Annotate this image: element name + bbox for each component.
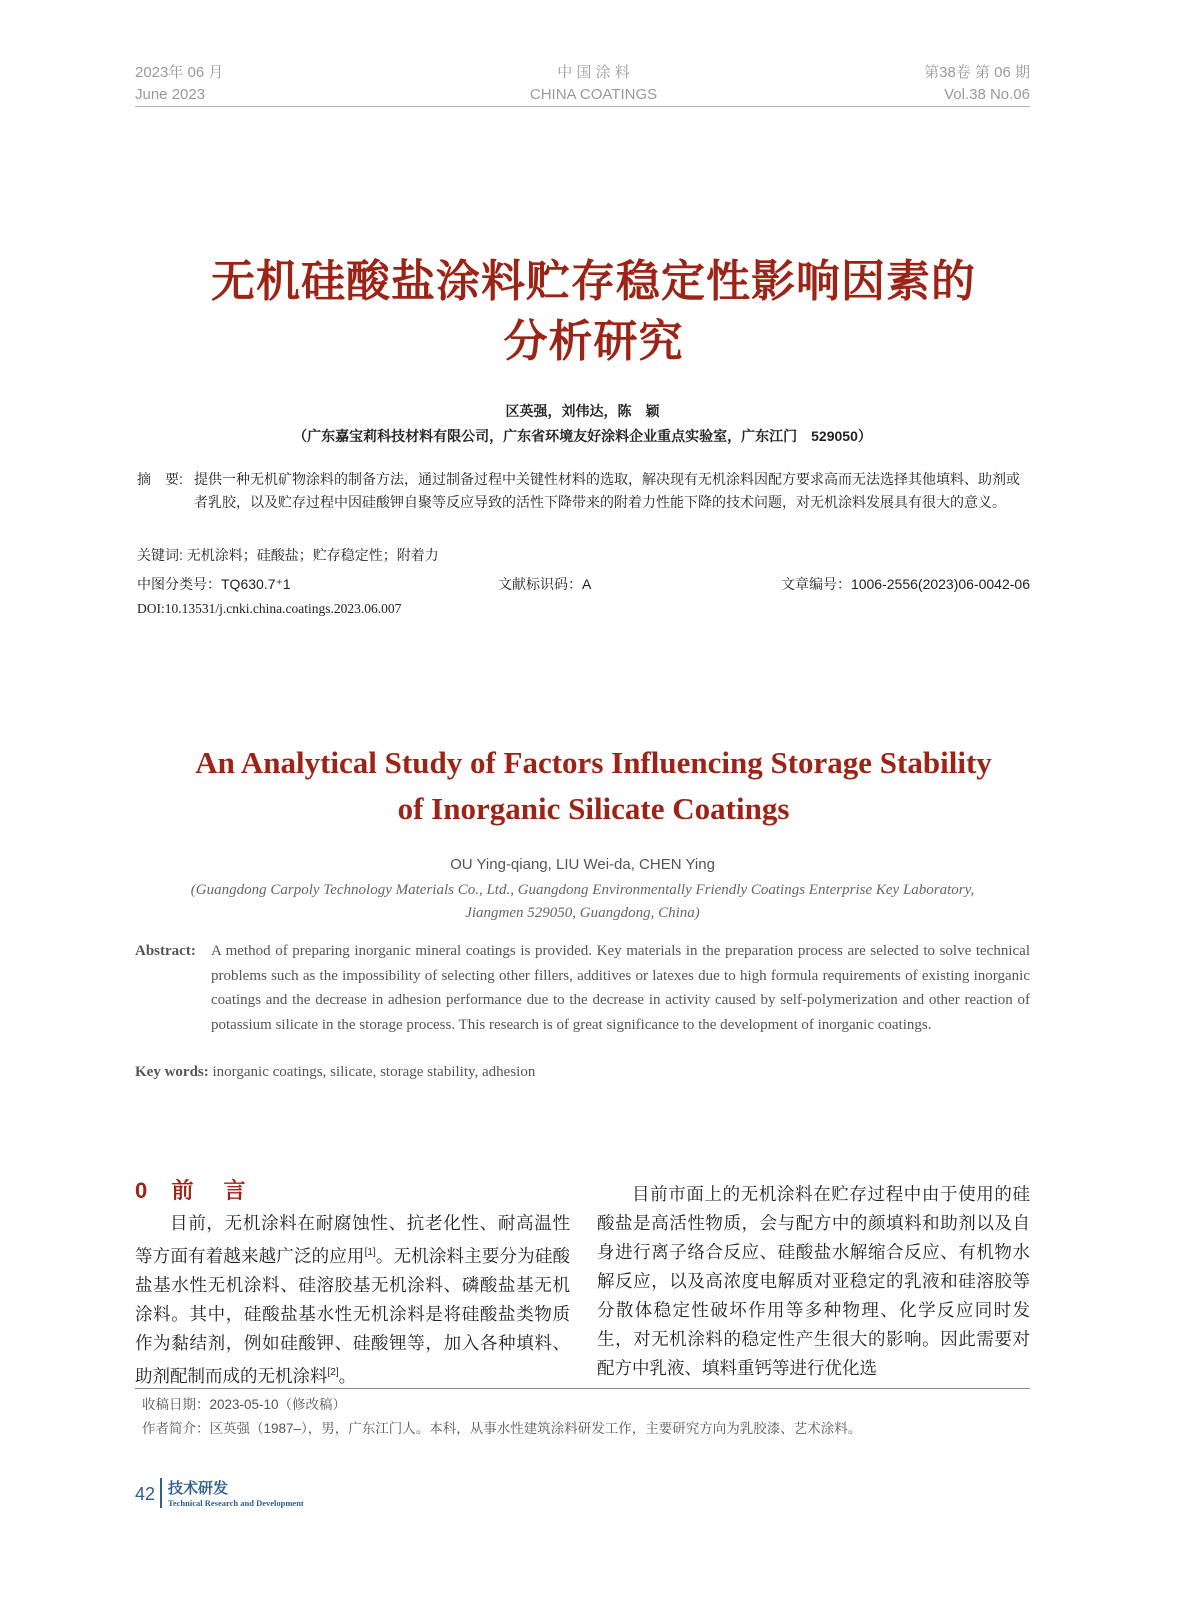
affiliation-en bbox=[135, 879, 1030, 925]
header-issue-cn: 第38卷 第 06 期 bbox=[924, 64, 1030, 81]
abstract-en-text: A method of preparing inorganic mineral coatings is provided. Key materials in the preparation process are selected to solve technical problems such as the impossibility of selecting other fillers, additives or latexes due to high formula requirements of existing inorganic coatings and the decrease in adhesion performance due to the decrease in activity caused by self-polymerization and other reaction of potassium silicate in the storage process. This research is of great significance to the development of inorganic coatings. bbox=[211, 943, 1030, 1033]
doi[interactable]: DOI:10.13531/j.cnki.china.coatings.2023.06.007 bbox=[137, 601, 402, 616]
authors-en: OU Ying-qiang, LIU Wei-da, CHEN Ying bbox=[450, 856, 715, 873]
title-en-line: of Inorganic Silicate Coatings bbox=[397, 791, 790, 826]
footer-section-cn: 技术研发 bbox=[168, 1480, 229, 1497]
abstract-cn-label: 摘 要: bbox=[137, 471, 183, 487]
title-cn-line: 分析研究 bbox=[503, 317, 684, 366]
abstract-en bbox=[135, 939, 1030, 1037]
title-cn bbox=[100, 252, 1087, 372]
affiliation-cn: （广东嘉宝莉科技材料有限公司，广东省环境友好涂料企业重点实验室，广东江门 529050） bbox=[293, 428, 872, 444]
author-bio: 作者简介：区英强（1987–），男，广东江门人。本科，从事水性建筑涂料研发工作，主要研究方向为乳胶漆、艺术涂料。 bbox=[142, 1421, 862, 1436]
affiliation-en-line: (Guangdong Carpoly Technology Materials Co., Ltd., Guangdong Environmentally Friendly Coatings Enterprise Key Laboratory, bbox=[190, 882, 975, 898]
footer-divider bbox=[160, 1478, 162, 1508]
citation-ref[interactable]: [1] bbox=[364, 1247, 376, 1258]
header-journal bbox=[435, 62, 752, 106]
header-journal-en: CHINA COATINGS bbox=[529, 86, 658, 103]
footer-section-en: Technical Research and Development bbox=[168, 1498, 304, 1508]
title-cn-line: 无机硅酸盐涂料贮存稳定性影响因素的 bbox=[211, 257, 976, 306]
body-right-column bbox=[597, 1180, 1030, 1383]
header-divider bbox=[135, 106, 1030, 107]
text-run: 。 bbox=[338, 1365, 357, 1386]
section-heading bbox=[135, 1174, 250, 1205]
title-en bbox=[100, 740, 1087, 832]
header-journal-cn: 中 国 涂 料 bbox=[557, 64, 630, 81]
keywords-en-text: inorganic coatings, silicate, storage stability, adhesion bbox=[212, 1064, 536, 1080]
title-en-line: An Analytical Study of Factors Influencing Storage Stability bbox=[195, 745, 992, 780]
keywords-cn: 关键词: 无机涂料；硅酸盐；贮存稳定性；附着力 bbox=[137, 547, 439, 563]
header-issue bbox=[924, 62, 1030, 106]
abstract-cn-text: 提供一种无机矿物涂料的制备方法，通过制备过程中关键性材料的选取，解决现有无机涂料因配方要求高而无法选择其他填料、助剂或者乳胶，以及贮存过程中因硅酸钾自聚等反应导致的活性下降带来的附着力性能下降的技术问题，对无机涂料发展具有很大的意义。 bbox=[194, 471, 1020, 510]
abstract-en-label: Abstract: bbox=[135, 943, 196, 959]
body-paragraph: 目前市面上的无机涂料在贮存过程中由于使用的硅酸盐是高活性物质，会与配方中的颜填料和助剂以及自身进行离子络合反应、硅酸盐水解缩合反应、有机物水解反应，以及高浓度电解质对亚稳定的乳液和硅溶胶等分散体稳定性破坏作用等多种物理、化学反应同时发生，对无机涂料的稳定性产生很大的影响。因此需要对配方中乳液、填料重钙等进行优化选 bbox=[597, 1184, 1030, 1378]
classification-number: 中图分类号：TQ630.7⁺1 bbox=[137, 576, 291, 592]
header-date bbox=[135, 62, 223, 106]
section-number: 0 bbox=[135, 1178, 152, 1203]
section-title: 前 言 bbox=[171, 1178, 250, 1203]
abstract-cn bbox=[137, 468, 1030, 514]
text-run: 。无机涂料主要分为硅酸盐基水性无机涂料、硅溶胶基无机涂料、磷酸盐基无机涂料。其中，硅酸盐基水性无机涂料是将硅酸盐类物质作为黏结剂，例如硅酸钾、硅酸锂等，加入各种填料、助剂配制而成的无机涂料 bbox=[135, 1245, 571, 1386]
authors-cn: 区英强，刘伟达，陈 颖 bbox=[505, 403, 660, 419]
keywords-en bbox=[135, 1064, 535, 1081]
header-issue-en: Vol.38 No.06 bbox=[944, 86, 1030, 103]
received-date: 收稿日期：2023-05-10（修改稿） bbox=[142, 1397, 347, 1412]
citation-ref[interactable]: [2] bbox=[327, 1366, 339, 1378]
affiliation-en-line: Jiangmen 529050, Guangdong, China) bbox=[465, 905, 700, 921]
header-date-en: June 2023 bbox=[135, 86, 206, 103]
keywords-en-label: Key words: bbox=[135, 1064, 209, 1080]
page-number: 42 bbox=[135, 1484, 156, 1504]
article-number: 文章编号：1006-2556(2023)06-0042-06 bbox=[780, 576, 1030, 592]
text-run: 目前，无机涂料在耐腐蚀性、抗老化性、耐高温性等方面有着越来越广泛的应用 bbox=[135, 1213, 570, 1266]
footnote-divider bbox=[135, 1388, 1030, 1389]
body-left-column bbox=[135, 1209, 570, 1391]
body-paragraph bbox=[135, 1209, 570, 1391]
document-code: 文献标识码：A bbox=[498, 576, 592, 592]
header-date-cn: 2023年 06 月 bbox=[135, 64, 224, 81]
